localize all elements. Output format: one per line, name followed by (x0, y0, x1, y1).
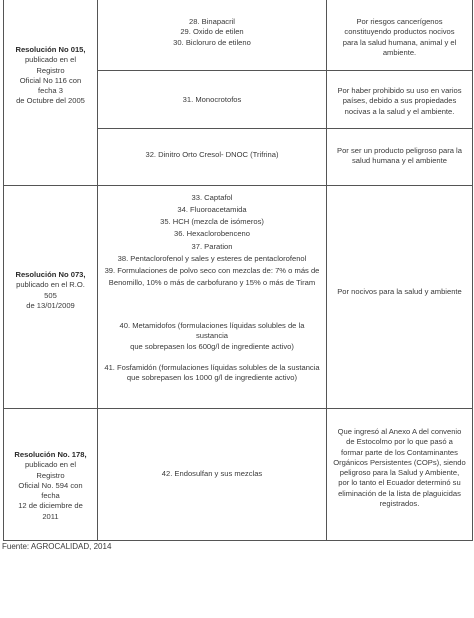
resolution-line: Oficial No. 594 con fecha (18, 480, 83, 500)
reason-line: nocivas a la salud y el ambiente. (344, 106, 455, 116)
substance-item: 37. Paration (191, 241, 233, 251)
table-border-bottom (3, 540, 473, 541)
reason-cell (327, 427, 472, 509)
reason-line: registrados. (379, 498, 420, 508)
substance-item: 32. Dinitro Orto Cresol- DNOC (Trifrina) (145, 150, 279, 159)
resolution-title: Resolución No 015, (15, 45, 86, 54)
reason-line: Por haber prohibido su uso en varios (337, 86, 462, 95)
substance-item: 34. Fluoroacetamida (177, 205, 247, 215)
substance-item: Benomillo, 10% o más de carbofurano y 15% o más de Tiram (108, 277, 316, 287)
resolution-line: Oficial No 116 con fecha 3 (19, 75, 82, 95)
reason-line: salud humana y el ambiente (352, 156, 447, 166)
substance-item: 36. Hexaclorobenceno (174, 229, 250, 239)
substance-item: 33. Captafol (191, 193, 233, 202)
substance-item: 35. HCH (mezcla de isómeros) (160, 217, 264, 227)
substance-item: 39. Formulaciones de polvo seco con mezclas de: 7% o más de (104, 265, 320, 275)
resolution-line: de 13/01/2009 (26, 300, 75, 310)
resolution-line: publicado en el Registro (24, 460, 77, 480)
substance-item: 38. Pentaclorofenol y sales y esteres de pentaclorofenol (117, 253, 307, 263)
resolution-line: 12 de diciembre de 2011 (18, 501, 83, 521)
reason-line: formar parte de los Contaminantes (341, 447, 458, 457)
reason-cell (327, 146, 472, 167)
substances-cell (98, 469, 326, 479)
resolution-073-cell (4, 270, 97, 311)
reason-line: peligroso para la Salud y Ambiente, (339, 468, 460, 477)
reason-line: para la salud humana, animal y el (342, 37, 457, 47)
reason-line: por lo tanto el Ecuador determinó su (338, 478, 461, 488)
row-divider (3, 185, 473, 186)
substance-item: 30. Bicloruro de etileno (173, 37, 251, 47)
substances-cell (98, 192, 326, 289)
substance-item: 42. Endosulfan y sus mezclas (161, 469, 263, 478)
source-note: Fuente: AGROCALIDAD, 2014 (2, 542, 112, 551)
reason-line: ambiente. (382, 47, 417, 57)
substance-item: 29. Oxido de etilen (180, 27, 244, 37)
substance-item: 28. Binapacril (188, 17, 235, 26)
resolution-line: de Octubre del 2005 (16, 96, 85, 106)
substances-cell (98, 95, 326, 105)
substance-item: 41. Fosfamidón (formulaciones líquidas solubles de la sustancia (104, 363, 320, 372)
reason-cell (327, 17, 472, 58)
reason-line: Por ser un producto peligroso para la (337, 146, 462, 155)
row-divider (97, 70, 473, 71)
row-divider (3, 408, 473, 409)
substance-item: que sobrepasen los 1000 g/l de ingrediente activo) (126, 373, 298, 383)
substances-cell (98, 17, 326, 48)
substance-item: 40. Metamidofos (formulaciones líquidas solubles de la sustancia (119, 321, 305, 341)
substances-cell (98, 321, 326, 352)
reason-line: países, debido a sus propiedades (342, 96, 457, 106)
reason-line: Por riesgos cancerígenos (356, 17, 443, 26)
resolution-015-cell (4, 45, 97, 107)
substances-cell (98, 363, 326, 384)
reason-cell (327, 86, 472, 117)
resolution-line: publicado en el Registro (24, 55, 77, 75)
substances-cell (98, 150, 326, 160)
table-border-right (472, 0, 473, 541)
resolution-title: Resolución No 073, (15, 270, 86, 279)
substance-item: que sobrepasen los 600g/l de ingrediente activo) (130, 341, 294, 351)
reason-line: eliminación de la lista de plaguicidas (338, 488, 461, 498)
resolution-title: Resolución No. 178, (14, 450, 87, 459)
reason-line: Por nocivos para la salud y ambiente (337, 287, 462, 296)
resolution-line: publicado en el R.O. 505 (16, 280, 85, 300)
row-divider (97, 128, 473, 129)
reason-line: Que ingresó al Anexo A del convenio (337, 427, 462, 436)
reason-line: de Estocolmo por lo que pasó a (346, 437, 453, 447)
resolution-178-cell (4, 450, 97, 522)
substance-item: 31. Monocrotofos (182, 95, 242, 104)
reason-line: Orgánicos Persistentes (COPs), siendo (333, 457, 466, 467)
reason-cell (327, 287, 472, 297)
reason-line: constituyendo productos nocivos (344, 27, 455, 37)
